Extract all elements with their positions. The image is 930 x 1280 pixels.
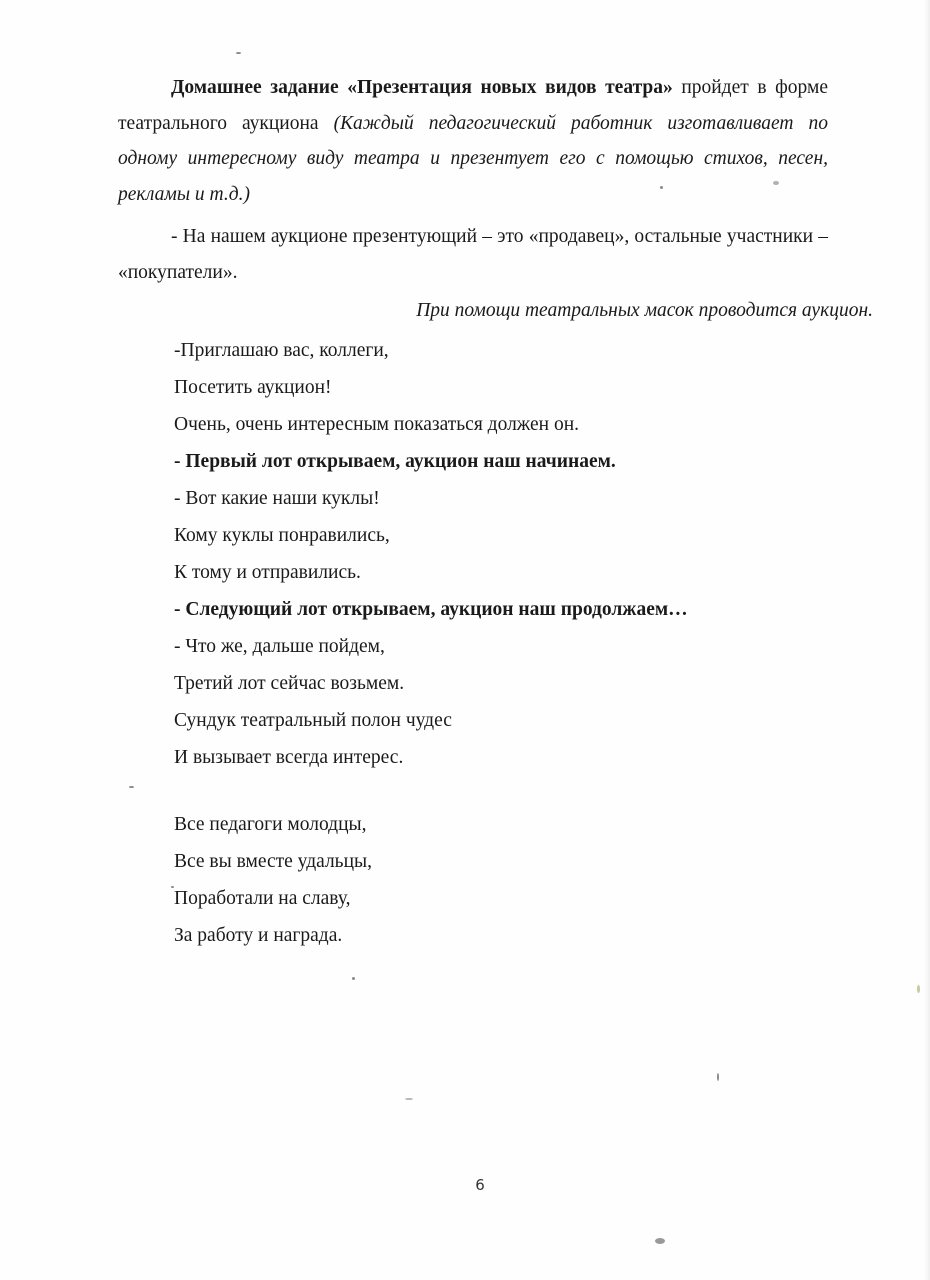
verse-line: - Вот какие наши куклы! bbox=[174, 488, 380, 509]
scan-speck bbox=[352, 977, 355, 980]
verse-line: Третий лот сейчас возьмем. bbox=[174, 673, 405, 694]
stage-direction: При помощи театральных масок проводится аукцион. bbox=[416, 300, 873, 321]
verse-line: Посетить аукцион! bbox=[174, 377, 332, 398]
page-number: 6 bbox=[475, 1176, 485, 1194]
scan-speck bbox=[660, 186, 663, 189]
intro-text: пройдет в форме театрального аукциона bbox=[118, 77, 828, 134]
intro-section bbox=[118, 70, 828, 212]
explanation-section bbox=[118, 219, 828, 290]
scan-speck bbox=[917, 985, 920, 993]
scan-speck bbox=[171, 886, 174, 888]
verse-line: К тому и отправились. bbox=[174, 562, 361, 583]
verse-line: - Что же, дальше пойдем, bbox=[174, 636, 385, 657]
closing-verse-line: Поработали на славу, bbox=[174, 888, 351, 909]
verse-line-lot-one: - Первый лот открываем, аукцион наш начинаем. bbox=[174, 451, 616, 472]
closing-verse-line: За работу и награда. bbox=[174, 925, 343, 946]
verse-line: -Приглашаю вас, коллеги, bbox=[174, 340, 389, 361]
explanation-paragraph: - На нашем аукционе презентующий – это «продавец», остальные участники – «покупатели». bbox=[118, 226, 828, 283]
verse-line: Кому куклы понравились, bbox=[174, 525, 390, 546]
closing-verses-section bbox=[118, 807, 828, 955]
scan-speck bbox=[773, 181, 779, 185]
verses-section bbox=[118, 333, 828, 777]
intro-paragraph bbox=[118, 70, 828, 212]
scan-speck bbox=[129, 786, 134, 788]
closing-verse-line: Все педагоги молодцы, bbox=[174, 814, 367, 835]
scan-speck bbox=[405, 1098, 413, 1100]
scan-speck bbox=[655, 1238, 665, 1244]
verse-line: Сундук театральный полон чудес bbox=[174, 710, 452, 731]
verse-line-next-lot: - Следующий лот открываем, аукцион наш продолжаем… bbox=[174, 599, 688, 620]
verse-line: Очень, очень интересным показаться должен он. bbox=[174, 414, 580, 435]
scan-speck bbox=[717, 1073, 719, 1081]
homework-title: Домашнее задание «Презентация новых видов театра» bbox=[171, 77, 673, 98]
intro-note: (Каждый педагогический работник изготавливает по одному интересному виду театра и презентует его с помощью стихов, песен, рекламы и т.д.) bbox=[118, 112, 828, 205]
scan-speck bbox=[236, 52, 241, 54]
page-edge-shadow bbox=[924, 0, 930, 1280]
verse-line: И вызывает всегда интерес. bbox=[174, 747, 404, 768]
closing-verse-line: Все вы вместе удальцы, bbox=[174, 851, 372, 872]
